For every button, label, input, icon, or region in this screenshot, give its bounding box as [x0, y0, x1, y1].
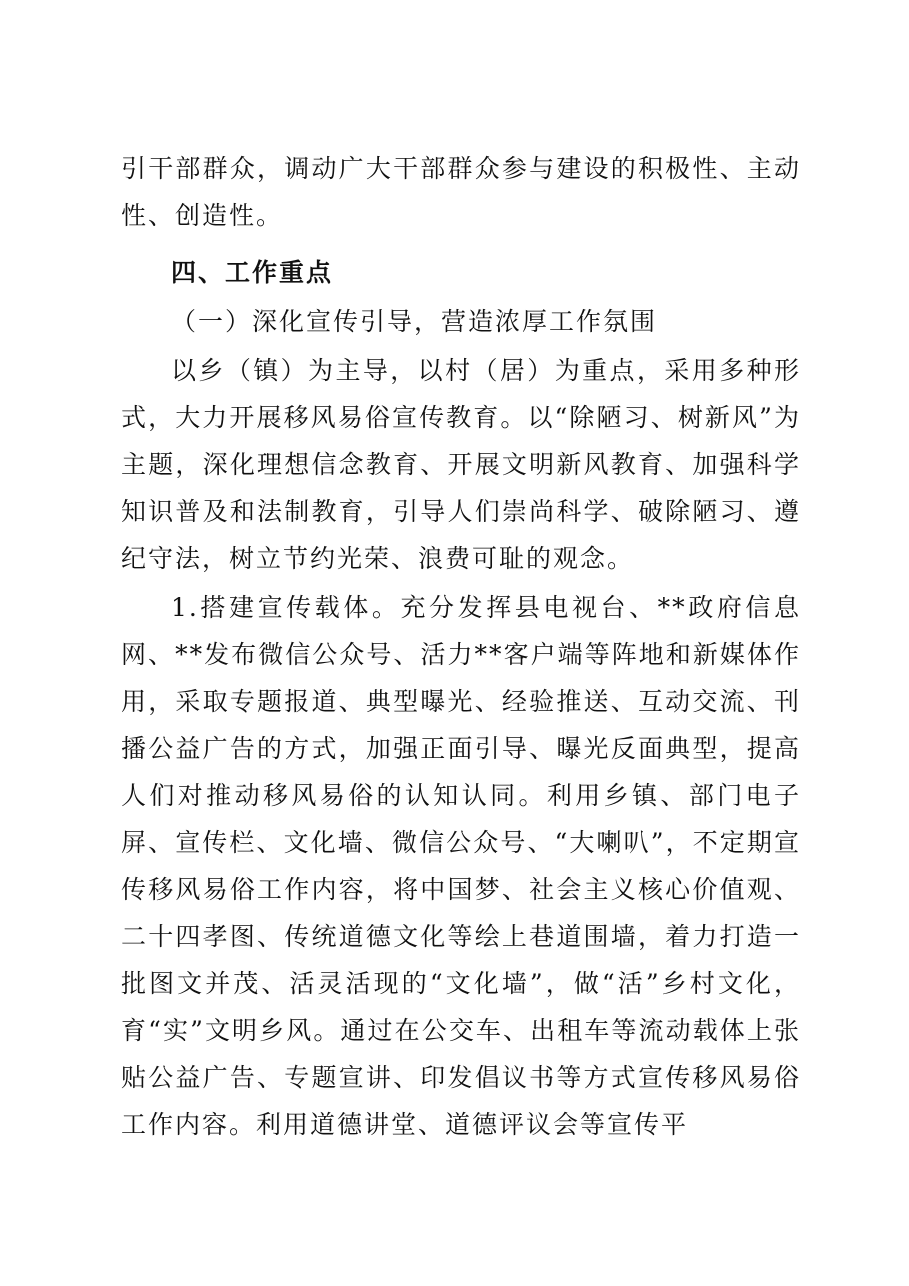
subsection-heading-publicity: （一）深化宣传引导，营造浓厚工作氛围: [171, 307, 658, 336]
document-body: [121, 145, 801, 1148]
paragraph-publicity-carriers: 1.搭建宣传载体。充分发挥县电视台、**政府信息网、**发布微信公众号、活力**客户端等阵地和新媒体作用，采取专题报道、典型曝光、经验推送、互动交流、刊播公益广告的方式，加强正面引导、曝光反面典型，提高人们对推动移风易俗的认知认同。利用乡镇、部门电子屏、宣传栏、文化墙、微信公众号、“大喇叭”，不定期宣传移风易俗工作内容，将中国梦、社会主义核心价值观、二十四孝图、传统道德文化等绘上巷道围墙，着力打造一批图文并茂、活灵活现的“文化墙”，做“活”乡村文化，育“实”文明乡风。通过在公交车、出租车等流动载体上张贴公益广告、专题宣讲、印发倡议书等方式宣传移风易俗工作内容。利用道德讲堂、道德评议会等宣传平: [121, 593, 801, 1139]
section-heading-work-focus: 四、工作重点: [171, 258, 334, 287]
paragraph-continuation: 引干部群众，调动广大干部群众参与建设的积极性、主动性、创造性。: [121, 154, 801, 230]
paragraph-publicity-education: 以乡（镇）为主导，以村（居）为重点，采用多种形式，大力开展移风易俗宣传教育。以“除陋习、树新风”为主题，深化理想信念教育、开展文明新风教育、加强科学知识普及和法制教育，引导人们崇尚科学、破除陋习、遵纪守法，树立节约光荣、浪费可耻的观念。: [121, 356, 801, 573]
